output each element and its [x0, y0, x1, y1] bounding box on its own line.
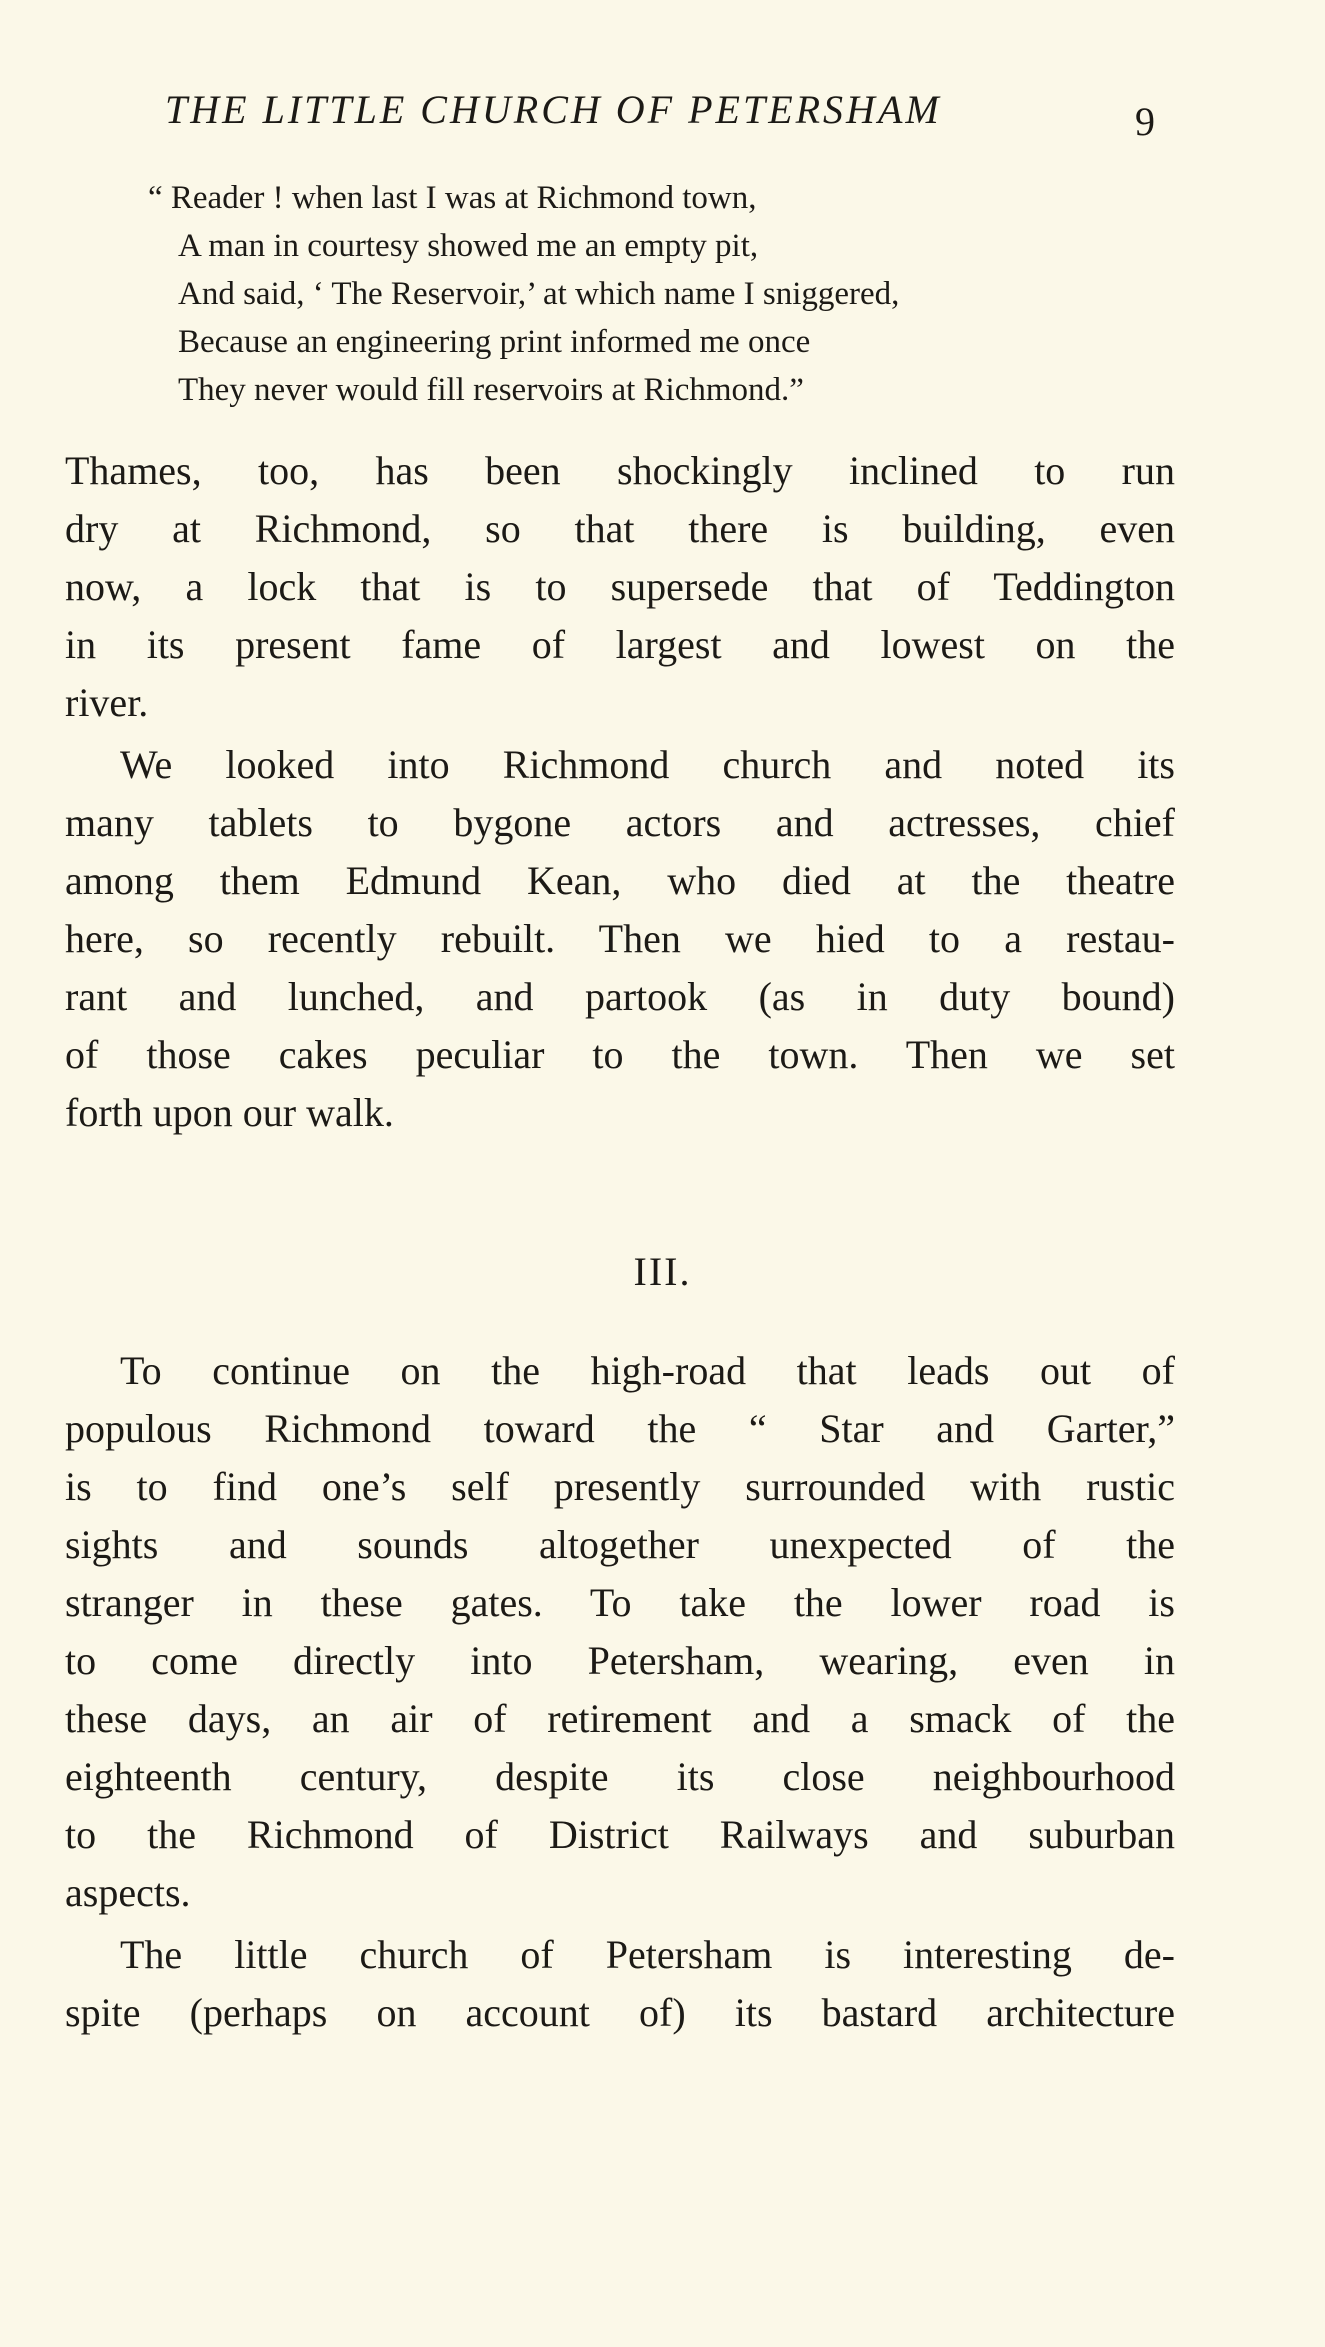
- text-line: stranger in these gates. To take the lower road is: [65, 1580, 1175, 1625]
- text-line: Thames, too, has been shockingly inclined to run: [65, 448, 1175, 493]
- text-line: river.: [65, 680, 149, 725]
- paragraph-high-road: [65, 1342, 1175, 1922]
- paragraph-richmond-church: [65, 736, 1175, 1142]
- text-line: aspects.: [65, 1870, 191, 1915]
- verse-line: They never would fill reservoirs at Richmond.”: [178, 372, 804, 408]
- text-line: of those cakes peculiar to the town. Then we set: [65, 1032, 1175, 1077]
- running-title: THE LITTLE CHURCH OF PETERSHAM: [165, 87, 942, 132]
- text-line: here, so recently rebuilt. Then we hied to a restau-: [65, 916, 1175, 961]
- text-line: rant and lunched, and partook (as in duty bound): [65, 974, 1175, 1019]
- page-number: 9: [1135, 99, 1155, 144]
- text-line: to the Richmond of District Railways and suburban: [65, 1812, 1175, 1857]
- text-line: now, a lock that is to supersede that of Teddington: [65, 564, 1175, 609]
- text-line: spite (perhaps on account of) its bastard architecture: [65, 1990, 1175, 2035]
- verse-line: And said, ‘ The Reservoir,’ at which name I sniggered,: [178, 276, 900, 312]
- running-head: [0, 86, 1325, 146]
- text-line: these days, an air of retirement and a smack of the: [65, 1696, 1175, 1741]
- verse-line: A man in courtesy showed me an empty pit,: [178, 228, 759, 264]
- text-line: is to find one’s self presently surrounded with rustic: [65, 1464, 1175, 1509]
- text-line: populous Richmond toward the “ Star and Garter,”: [65, 1406, 1175, 1451]
- text-line: sights and sounds altogether unexpected of the: [65, 1522, 1175, 1567]
- verse-line: Because an engineering print informed me once: [178, 324, 811, 360]
- section-heading: III.: [633, 1249, 692, 1294]
- verse-quotation: [148, 174, 1148, 414]
- paragraph-petersham-church: [65, 1926, 1175, 2042]
- text-line: eighteenth century, despite its close neighbourhood: [65, 1754, 1175, 1799]
- text-line: dry at Richmond, so that there is building, even: [65, 506, 1175, 551]
- text-line: to come directly into Petersham, wearing, even in: [65, 1638, 1175, 1683]
- paragraph-thames: [65, 442, 1175, 732]
- text-line: many tablets to bygone actors and actresses, chief: [65, 800, 1175, 845]
- text-line: To continue on the high-road that leads out of: [120, 1348, 1175, 1393]
- text-line: among them Edmund Kean, who died at the theatre: [65, 858, 1175, 903]
- text-line: in its present fame of largest and lowest on the: [65, 622, 1175, 667]
- text-line: forth upon our walk.: [65, 1090, 394, 1135]
- text-line: The little church of Petersham is interesting de-: [120, 1932, 1175, 1977]
- verse-line: “ Reader ! when last I was at Richmond town,: [148, 180, 757, 216]
- text-line: We looked into Richmond church and noted its: [120, 742, 1175, 787]
